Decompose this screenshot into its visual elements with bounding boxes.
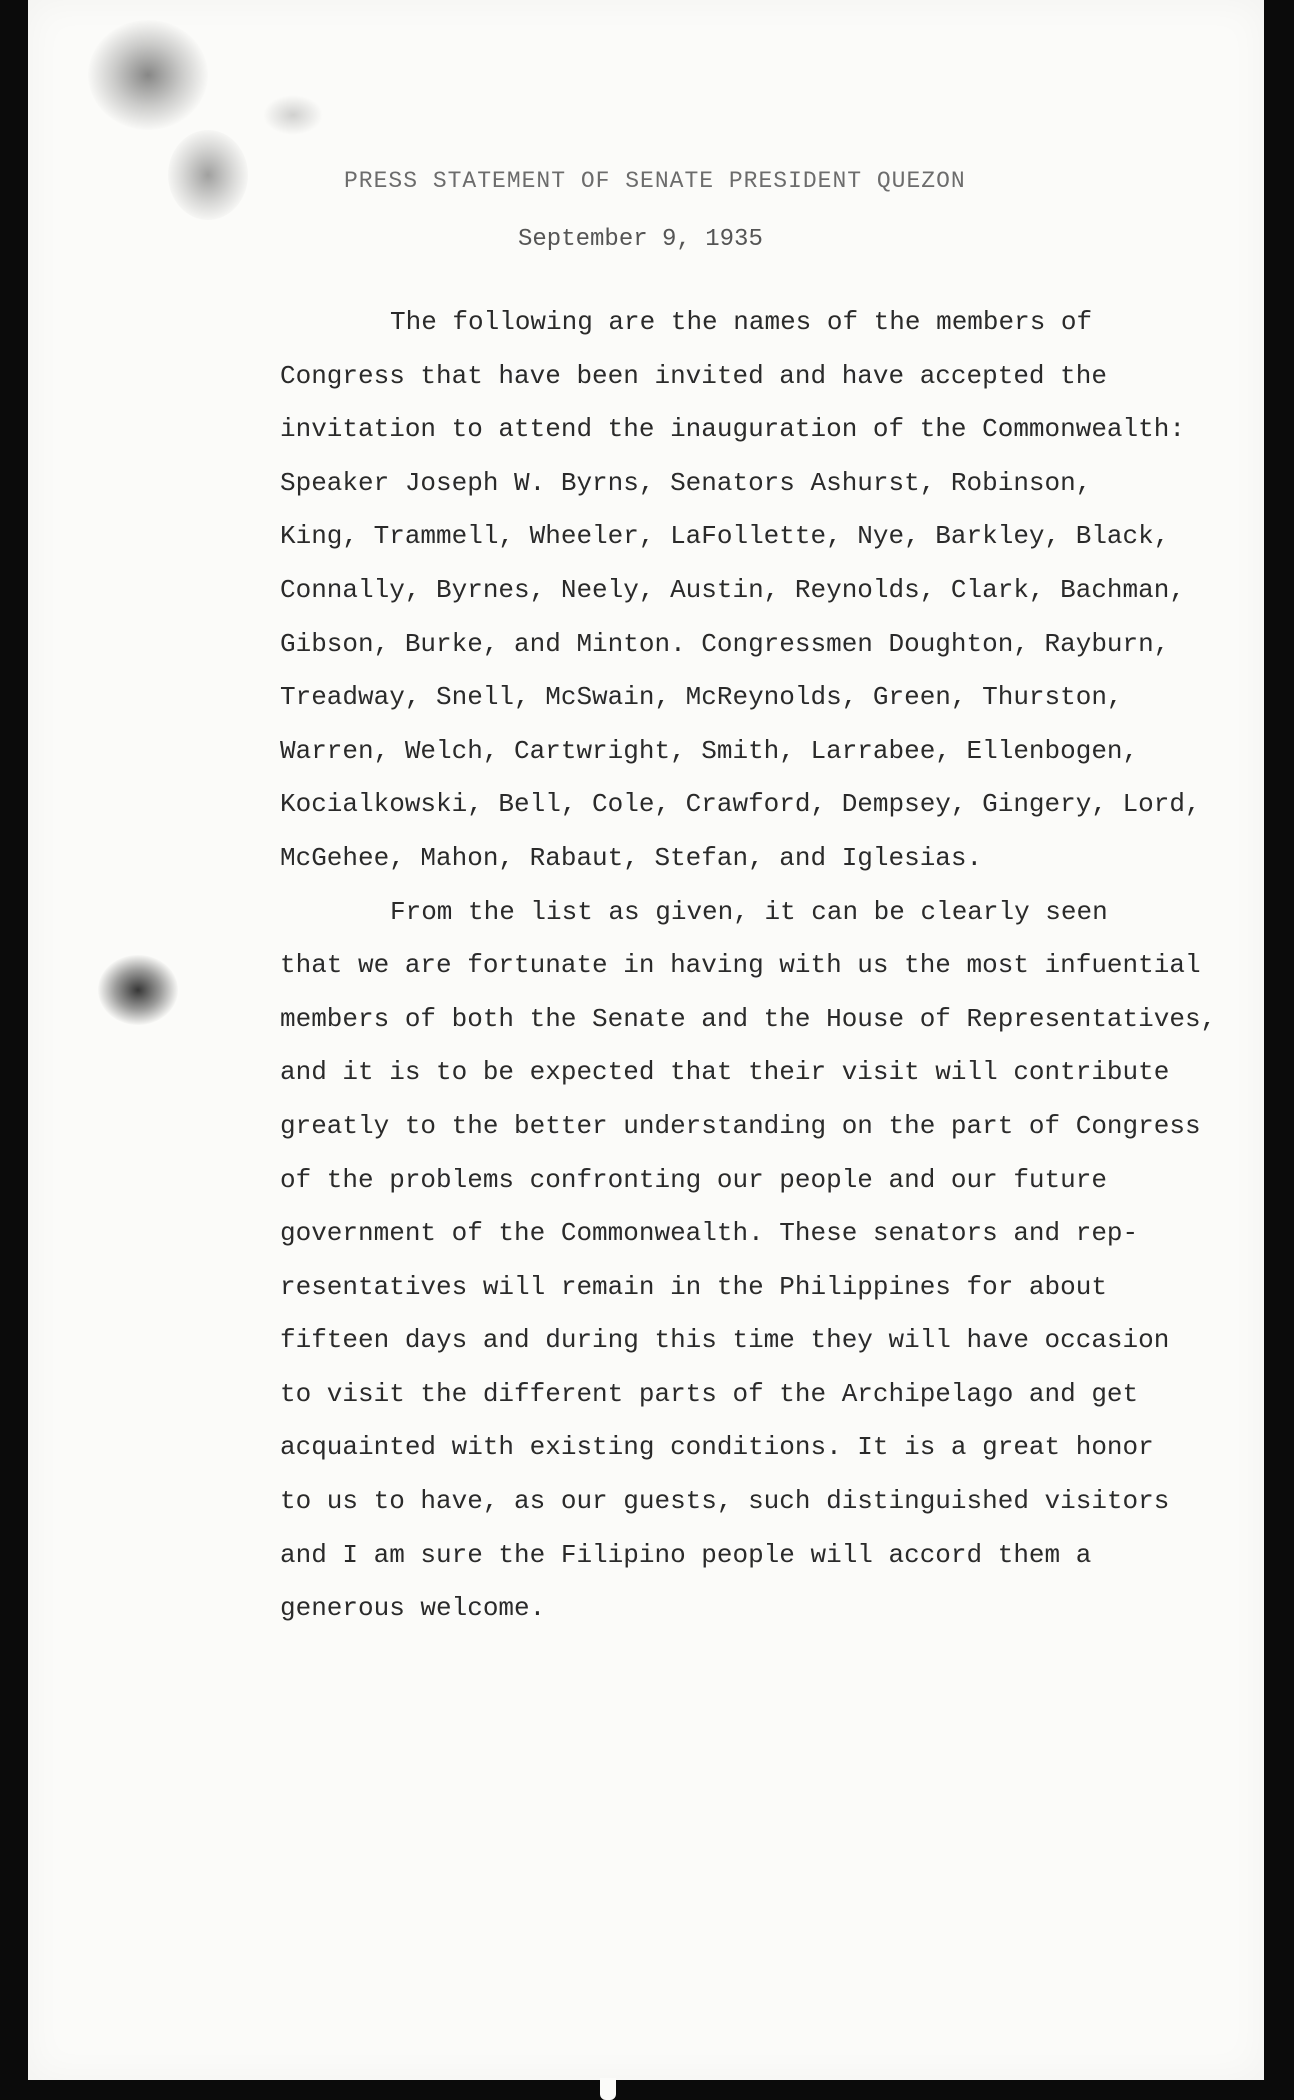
text-line: Connally, Byrnes, Neely, Austin, Reynolds, Clark, Bachman, [280,574,1185,605]
ink-smudge [263,95,323,135]
text-line: Treadway, Snell, McSwain, McReynolds, Green, Thurston, [280,682,1123,713]
text-line: of the problems confronting our people and our future [280,1164,1107,1195]
text-line: members of both the Senate and the House of Representatives, [280,1003,1217,1034]
text-line: invitation to attend the inauguration of the Commonwealth: [280,414,1185,445]
text-line: From the list as given, it can be clearly seen [390,896,1108,927]
text-line: to us to have, as our guests, such distinguished visitors [280,1486,1170,1517]
text-line: and I am sure the Filipino people will accord them a [280,1539,1092,1570]
page-notch [600,2078,616,2100]
text-line: that we are fortunate in having with us the most infuential [280,950,1201,981]
text-line: fifteen days and during this time they will have occasion [280,1325,1170,1356]
paragraph-2 [280,886,1270,1636]
text-line: greatly to the better understanding on the part of Congress [280,1110,1201,1141]
text-line: resentatives will remain in the Philippines for about [280,1271,1107,1302]
text-line: King, Trammell, Wheeler, LaFollette, Nye, Barkley, Black, [280,521,1170,552]
ink-smudge [168,130,248,220]
document-title: PRESS STATEMENT OF SENATE PRESIDENT QUEZON [344,168,966,194]
text-line: generous welcome. [280,1593,546,1624]
text-line: McGehee, Mahon, Rabaut, Stefan, and Iglesias. [280,842,983,873]
text-line: Warren, Welch, Cartwright, Smith, Larrabee, Ellenbogen, [280,735,1139,766]
text-line: Congress that have been invited and have accepted the [280,360,1107,391]
text-line: Gibson, Burke, and Minton. Congressmen Doughton, Rayburn, [280,628,1170,659]
document-date: September 9, 1935 [518,226,763,253]
text-line: government of the Commonwealth. These senators and rep- [280,1218,1139,1249]
text-line: Speaker Joseph W. Byrns, Senators Ashurst, Robinson, [280,467,1092,498]
text-line: The following are the names of the members of [390,307,1093,337]
document-body [280,296,1270,1636]
paragraph-1 [280,296,1270,886]
document-page [28,0,1264,2080]
ink-smudge [88,20,208,130]
text-line: Kocialkowski, Bell, Cole, Crawford, Dempsey, Gingery, Lord, [280,789,1201,820]
text-line: to visit the different parts of the Archipelago and get [280,1378,1139,1409]
ink-smudge [98,955,178,1025]
text-line: acquainted with existing conditions. It is a great honor [280,1432,1154,1463]
text-line: and it is to be expected that their visit will contribute [280,1057,1170,1088]
